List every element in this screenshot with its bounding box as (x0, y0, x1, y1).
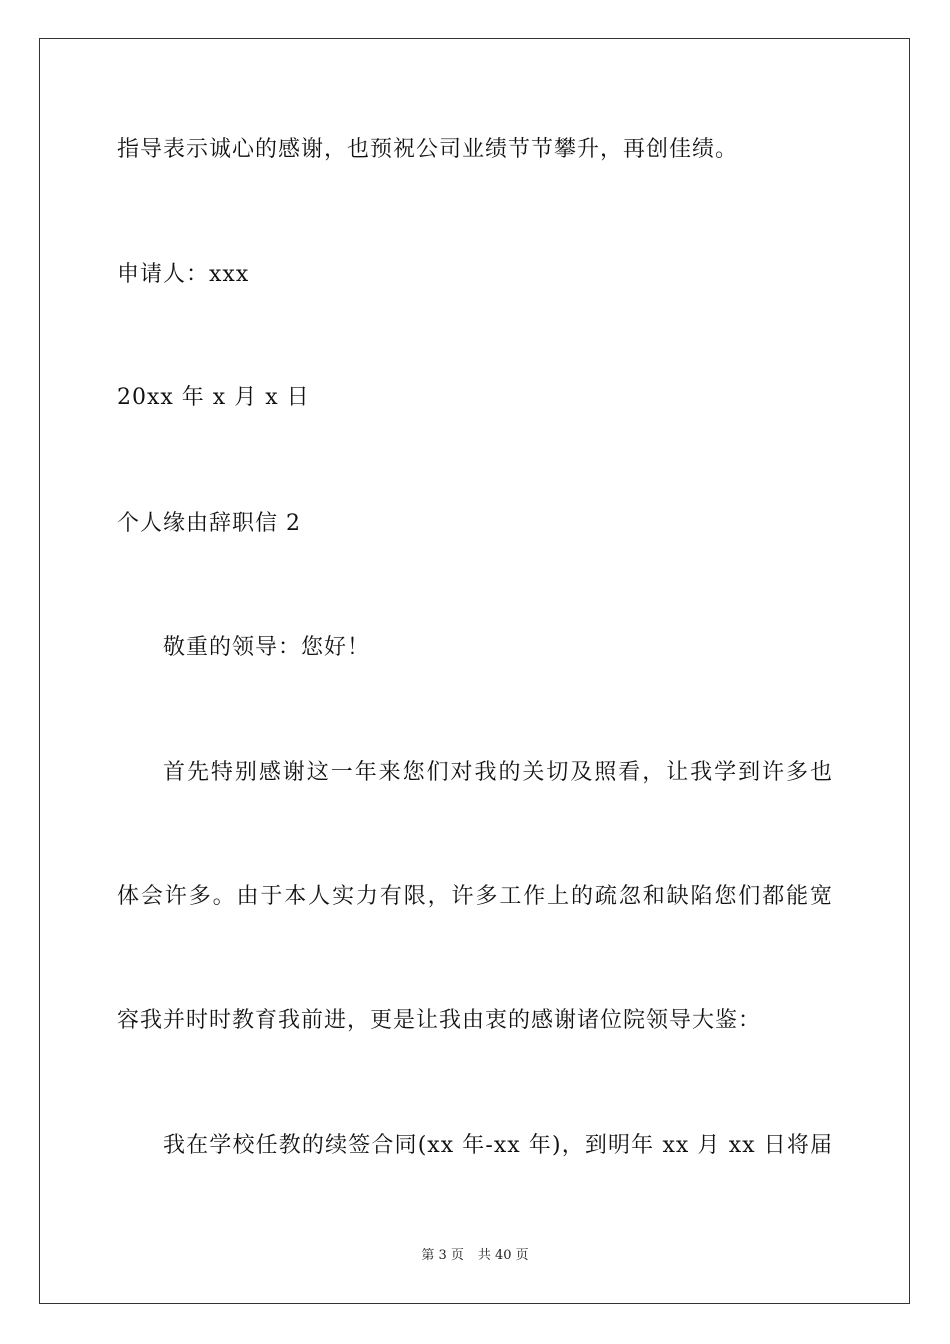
page-border (39, 38, 910, 1304)
letter-heading: 个人缘由辞职信 2 (117, 511, 301, 536)
paragraph-line: 体会许多。由于本人实力有限，许多工作上的疏忽和缺陷您们都能宽 (117, 884, 833, 909)
paragraph-line: 容我并时时教育我前进，更是让我由衷的感谢诸位院领导大鉴： (117, 1008, 762, 1033)
body-line-closing-thanks: 指导表示诚心的感谢，也预祝公司业绩节节攀升，再创佳绩。 (117, 137, 739, 162)
applicant-line: 申请人：xxx (117, 262, 250, 287)
paragraph-line: 首先特别感谢这一年来您们对我的关切及照看，让我学到许多也 (163, 760, 833, 785)
paragraph-line: 我在学校任教的续签合同(xx 年-xx 年)，到明年 xx 月 xx 日将届 (163, 1133, 833, 1158)
salutation-line: 敬重的领导：您好！ (163, 635, 371, 660)
page-number: 第 3 页 (421, 1248, 464, 1263)
page-footer (0, 1247, 950, 1265)
page-total: 共 40 页 (477, 1248, 529, 1263)
date-line: 20xx 年 x 月 x 日 (117, 385, 310, 410)
